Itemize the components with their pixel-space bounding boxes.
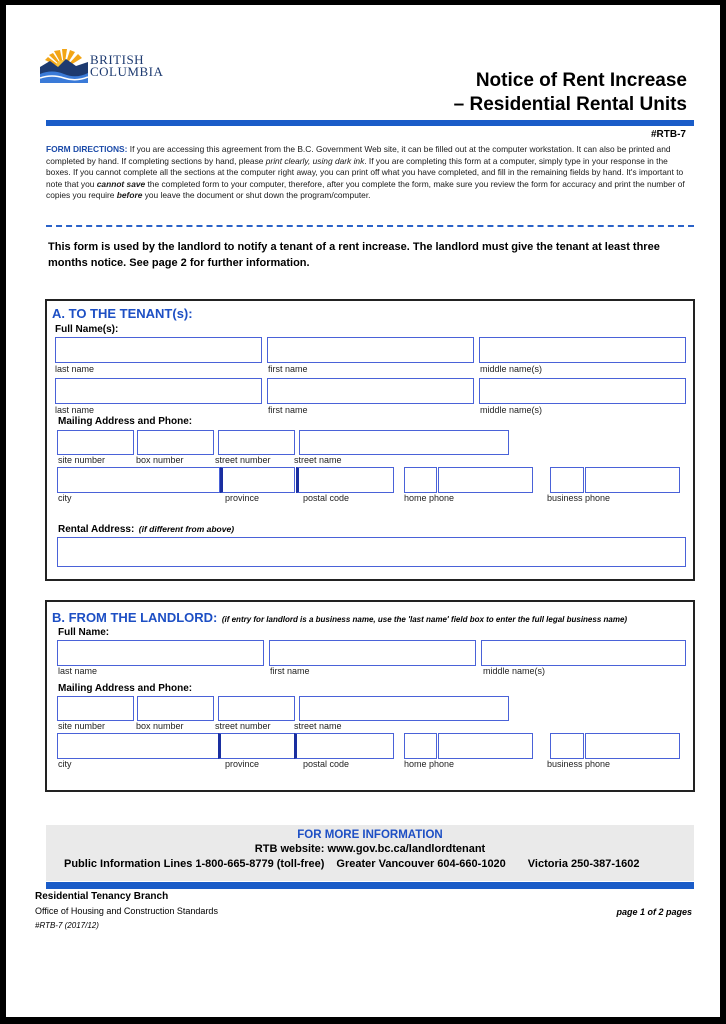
caption-site-number: site number	[58, 721, 106, 731]
caption-last-name: last name	[58, 666, 98, 676]
tenant-home-area-code-field[interactable]	[404, 467, 437, 493]
tenant-home-phone-field[interactable]	[438, 467, 533, 493]
tenant1-last-name-field[interactable]	[55, 337, 262, 363]
mailing-address-label: Mailing Address and Phone:	[58, 416, 193, 427]
caption-home-phone: home phone	[404, 493, 455, 503]
caption-city: city	[58, 759, 72, 769]
tenant-province-field[interactable]	[220, 467, 295, 493]
intro-text: This form is used by the landlord to notify a tenant of a rent increase. The landlord must give the tenant at least three months notice. See page 2 for further information.	[48, 241, 660, 269]
full-names-label: Full Name(s):	[55, 324, 119, 335]
logo-text	[90, 54, 163, 78]
landlord-home-area-code-field[interactable]	[404, 733, 437, 759]
landlord-middle-name-field[interactable]	[481, 640, 686, 666]
footer-branch: Residential Tenancy Branch	[35, 891, 169, 902]
caption-middle-name: middle name(s)	[480, 405, 543, 415]
tenant1-middle-name-field[interactable]	[479, 337, 686, 363]
tenant-street-number-field[interactable]	[218, 430, 295, 455]
footer-bar	[46, 882, 694, 889]
directions-emphasis: cannot save	[96, 178, 146, 189]
caption-box-number: box number	[136, 721, 184, 731]
tenant2-last-name-field[interactable]	[55, 378, 262, 404]
landlord-box-number-field[interactable]	[137, 696, 214, 721]
title-line1: Notice of Rent Increase	[475, 70, 687, 91]
landlord-last-name-field[interactable]	[57, 640, 264, 666]
caption-last-name: last name	[55, 405, 95, 415]
tenant-business-area-code-field[interactable]	[550, 467, 584, 493]
caption-business-phone: business phone	[547, 493, 611, 503]
caption-last-name: last name	[55, 364, 95, 374]
caption-middle-name: middle name(s)	[483, 666, 546, 676]
victoria-line: Victoria 250-387-1602	[527, 858, 640, 870]
footer-code: #RTB-7 (2017/12)	[35, 921, 99, 930]
caption-street-number: street number	[215, 455, 271, 465]
rental-address-note: (if different from above)	[138, 524, 235, 534]
landlord-business-area-code-field[interactable]	[550, 733, 584, 759]
section-b-title: B. FROM THE LANDLORD:	[52, 610, 218, 625]
tenant-postal-code-field[interactable]	[296, 467, 394, 493]
directions-text: the completed form to your computer, therefore, after you complete the form, make sure you review the form for accuracy and print the number of copies you require	[46, 178, 685, 200]
footer-office: Office of Housing and Construction Standards	[35, 906, 218, 916]
landlord-street-number-field[interactable]	[218, 696, 295, 721]
rental-address-field[interactable]	[57, 537, 686, 567]
page-number: page 1 of 2 pages	[616, 907, 692, 917]
directions-text: you leave the document or shut down the program/computer.	[142, 190, 371, 200]
landlord-postal-code-field[interactable]	[294, 733, 394, 759]
dashed-divider	[46, 225, 694, 227]
landlord-business-phone-field[interactable]	[585, 733, 680, 759]
landlord-site-number-field[interactable]	[57, 696, 134, 721]
logo-line2: COLUMBIA	[90, 64, 164, 79]
caption-middle-name: middle name(s)	[480, 364, 543, 374]
caption-street-number: street number	[215, 721, 271, 731]
caption-postal-code: postal code	[303, 493, 350, 503]
directions-text: If you are accessing this agreement from the B.C. Government Web site, it can be filled out at the computer workstation. It can also be printed and completed by hand. If completing sections by hand, please	[46, 144, 671, 166]
caption-site-number: site number	[58, 455, 106, 465]
directions-emphasis: print clearly, using dark ink	[265, 155, 365, 166]
caption-city: city	[58, 493, 72, 503]
caption-province: province	[225, 759, 260, 769]
landlord-mailing-address-label: Mailing Address and Phone:	[58, 683, 193, 694]
caption-first-name: first name	[270, 666, 310, 676]
caption-street-name: street name	[294, 455, 342, 465]
caption-first-name: first name	[268, 364, 308, 374]
caption-street-name: street name	[294, 721, 342, 731]
landlord-province-field[interactable]	[218, 733, 295, 759]
rental-address-label	[58, 519, 234, 537]
form-code: #RTB-7	[650, 129, 686, 140]
tenant2-middle-name-field[interactable]	[479, 378, 686, 404]
landlord-street-name-field[interactable]	[299, 696, 509, 721]
more-info-box	[46, 825, 694, 881]
section-a-title: A. TO THE TENANT(s):	[52, 306, 193, 321]
form-page	[6, 5, 720, 1017]
landlord-city-field[interactable]	[57, 733, 220, 759]
caption-postal-code: postal code	[303, 759, 350, 769]
header-bar	[46, 120, 694, 126]
logo-line1: BRITISH	[90, 52, 145, 67]
public-info-lines: Public Information Lines 1-800-665-8779 (toll-free)	[64, 858, 325, 870]
form-directions	[46, 144, 686, 202]
tenant-business-phone-field[interactable]	[585, 467, 680, 493]
rental-address-label-text: Rental Address:	[58, 524, 135, 535]
directions-emphasis: before	[116, 190, 143, 200]
caption-business-phone: business phone	[547, 759, 611, 769]
tenant1-first-name-field[interactable]	[267, 337, 474, 363]
full-name-label: Full Name:	[58, 627, 110, 638]
tenant2-first-name-field[interactable]	[267, 378, 474, 404]
tenant-city-field[interactable]	[57, 467, 220, 493]
landlord-first-name-field[interactable]	[269, 640, 476, 666]
landlord-home-phone-field[interactable]	[438, 733, 533, 759]
tenant-street-name-field[interactable]	[299, 430, 509, 455]
caption-home-phone: home phone	[404, 759, 455, 769]
directions-text: . If you are completing this form at a computer, simply type in your response in the boxes. If you cannot complete all the sections at the computer right away, you can print off what you have completed, and fill in the remaining fields by hand. It's important to note that you	[46, 155, 684, 189]
tenant-site-number-field[interactable]	[57, 430, 134, 455]
bc-logo-icon	[40, 47, 88, 83]
more-info-heading: FOR MORE INFORMATION	[297, 829, 443, 841]
section-b-note: (if entry for landlord is a business name, use the 'last name' field box to enter the full legal business name)	[221, 615, 628, 624]
directions-label: FORM DIRECTIONS:	[46, 144, 128, 154]
title-line2: – Residential Rental Units	[453, 94, 687, 115]
info-lines	[46, 858, 694, 870]
caption-first-name: first name	[268, 405, 308, 415]
rtb-website: RTB website: www.gov.bc.ca/landlordtenant	[254, 843, 486, 855]
tenant-box-number-field[interactable]	[137, 430, 214, 455]
section-b-header	[52, 609, 627, 627]
page-title	[454, 69, 687, 117]
caption-box-number: box number	[136, 455, 184, 465]
vancouver-line: Greater Vancouver 604-660-1020	[336, 858, 506, 870]
caption-province: province	[225, 493, 260, 503]
